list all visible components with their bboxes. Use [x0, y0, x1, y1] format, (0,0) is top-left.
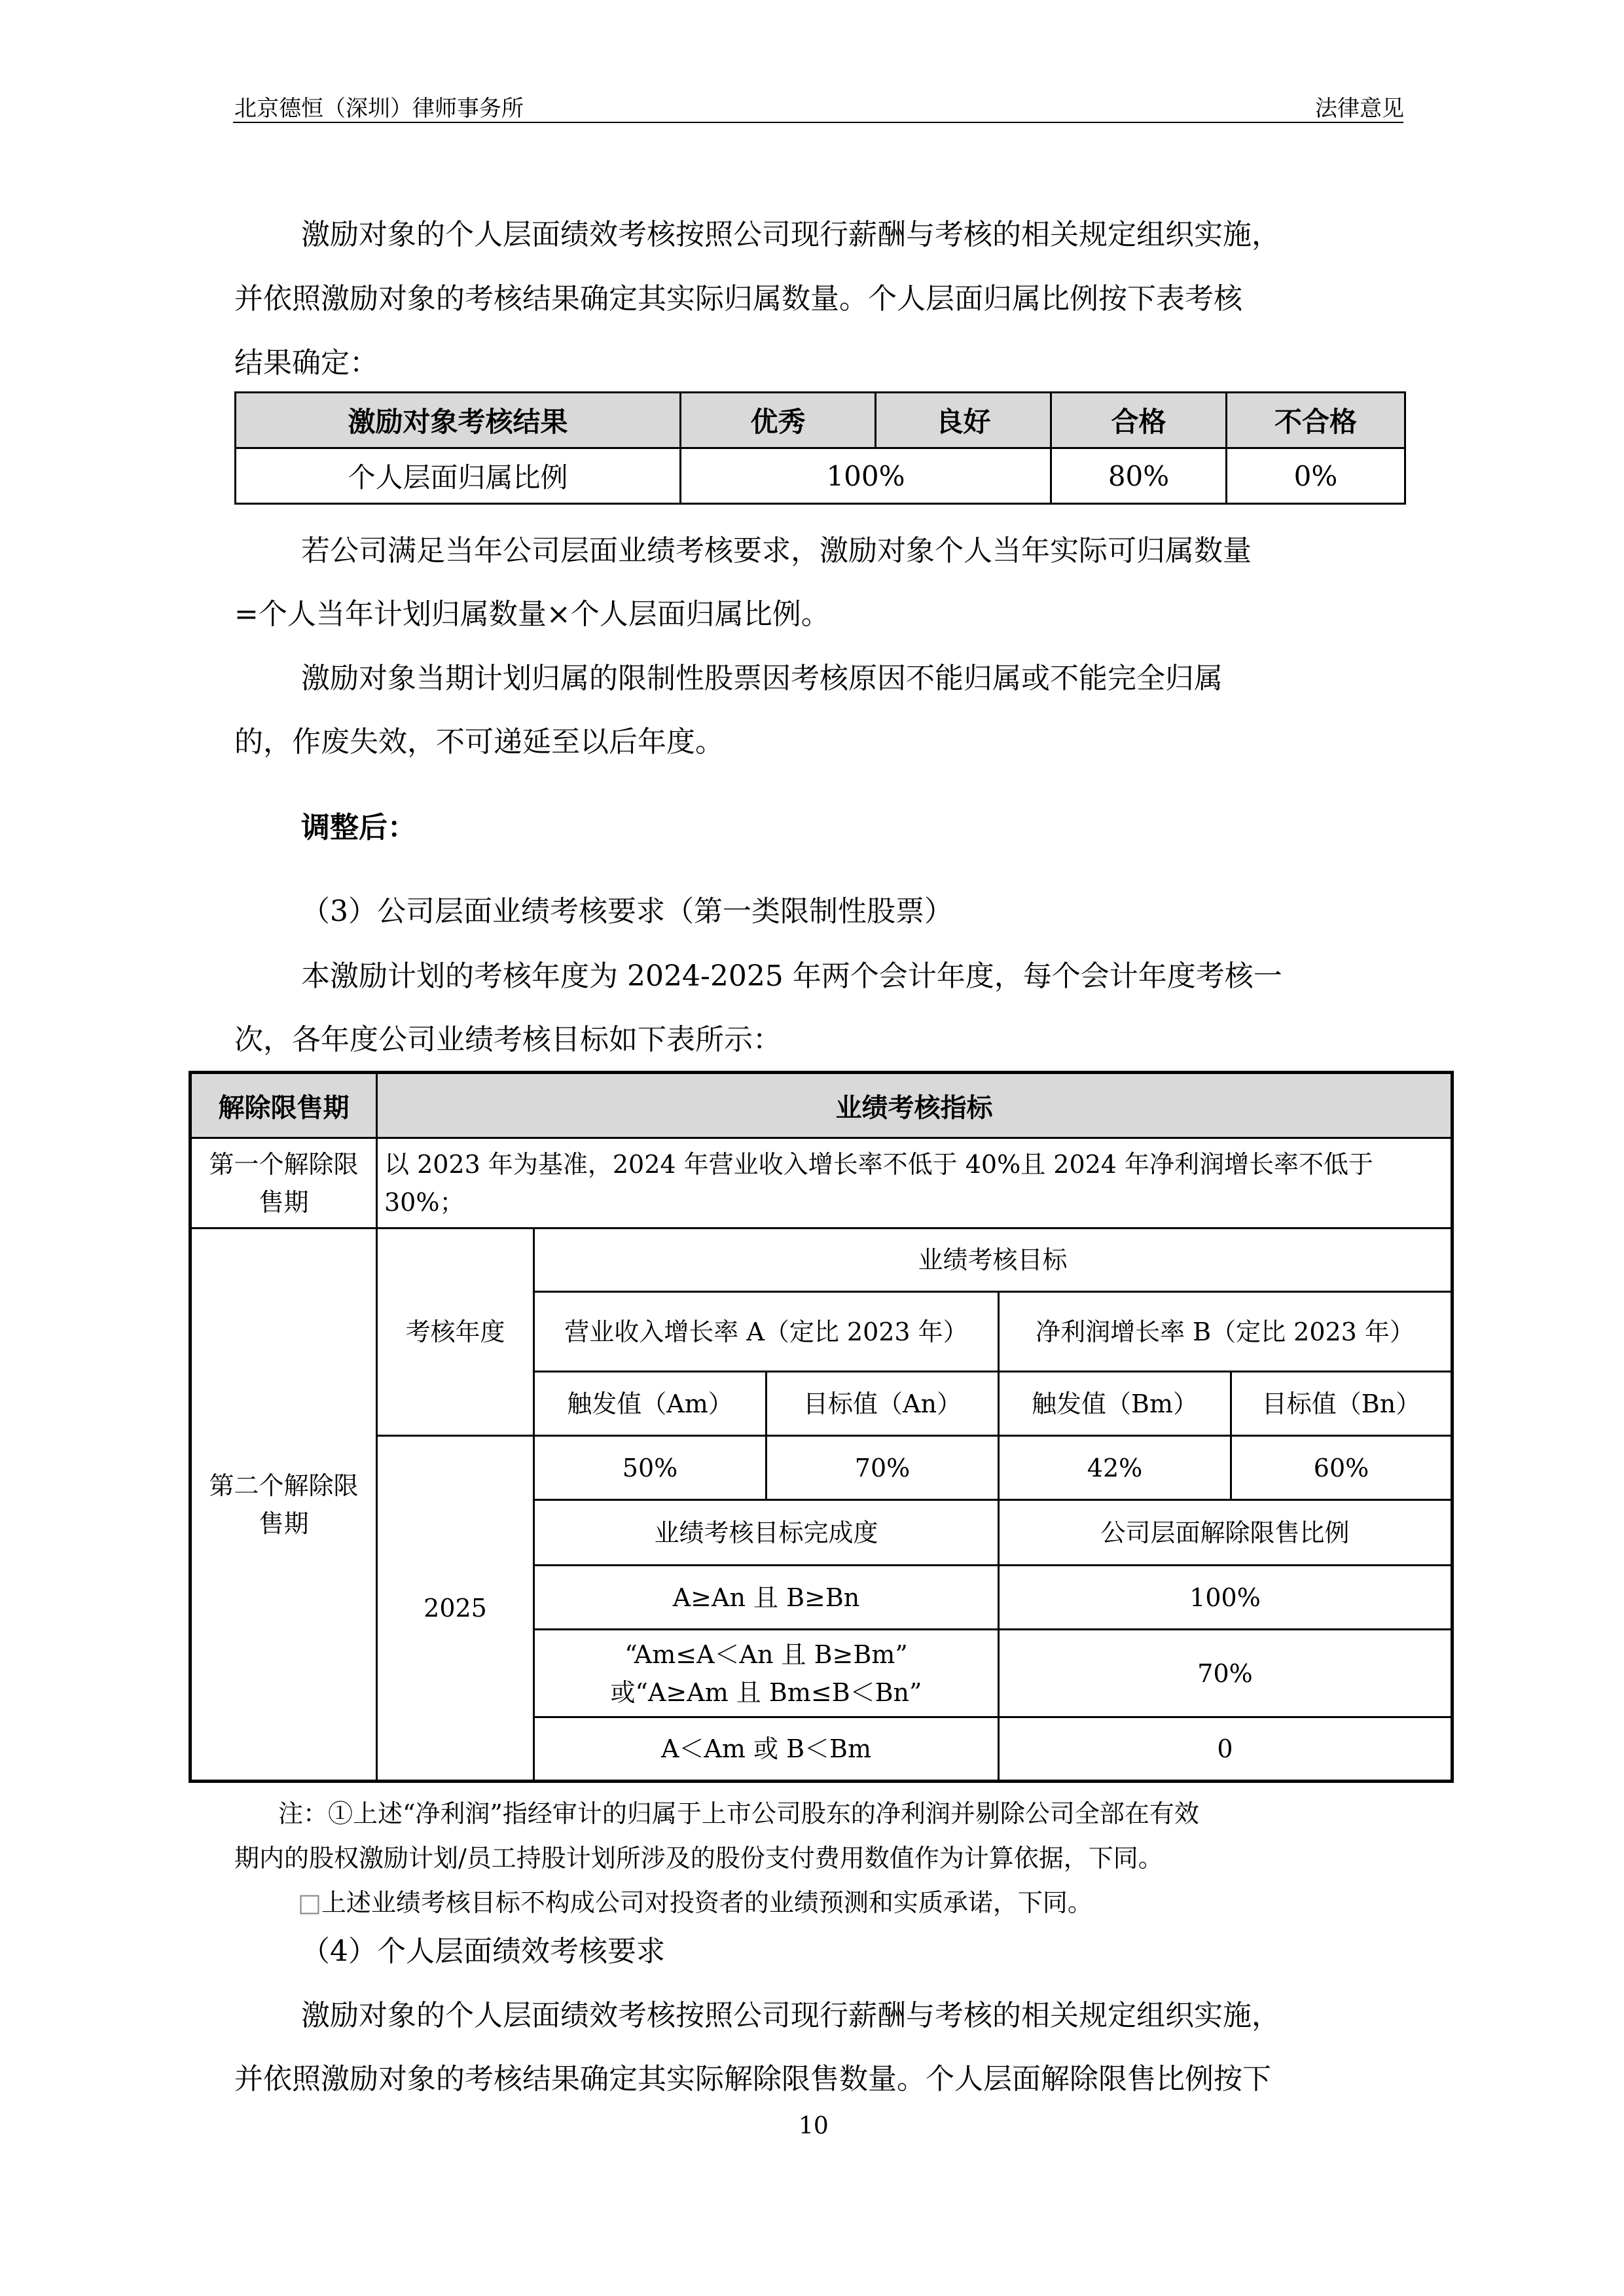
table1-value-fail: 0% [1227, 448, 1405, 504]
table2-ratio-3: 0 [999, 1717, 1453, 1782]
vesting-ratio-table [234, 391, 1406, 505]
paragraph-3-line-1: 激励对象当期计划归属的限制性股票因考核原因不能归属或不能完全归属 [301, 662, 1223, 695]
table2-targets-label: 业绩考核目标 [534, 1229, 1453, 1292]
table1-header-good: 良好 [876, 393, 1051, 448]
table2-completion-label: 业绩考核目标完成度 [534, 1500, 999, 1566]
performance-target-table [189, 1071, 1454, 1783]
table2-year-label: 考核年度 [377, 1229, 534, 1436]
table1-value-pass: 80% [1051, 448, 1227, 504]
table1-header-result: 激励对象考核结果 [236, 393, 681, 448]
header-rule [233, 122, 1403, 123]
table2-header-period: 解除限售期 [190, 1073, 377, 1138]
table2-ratio-2: 70% [999, 1630, 1453, 1717]
note-1-line-1: 注：①上述“净利润”指经审计的归属于上市公司股东的净利润并剔除公司全部在有效 [278, 1799, 1199, 1828]
note-1-line-2: 期内的股权激励计划/员工持股计划所涉及的股份支付费用数值作为计算依据，下同。 [234, 1844, 1163, 1873]
table2-revenue-label: 营业收入增长率 A（定比 2023 年） [534, 1292, 999, 1372]
section-4-heading: （4）个人层面绩效考核要求 [301, 1935, 665, 1968]
table2-period-1-text: 以 2023 年为基准，2024 年营业收入增长率不低于 40%且 2024 年净利润增长率不低于 30%； [377, 1138, 1453, 1229]
table2-condition-2b: 或“A≥Am 且 Bm≤B＜Bn” [610, 1677, 922, 1707]
table2-bm-label: 触发值（Bm） [999, 1372, 1231, 1436]
table1-header-fail: 不合格 [1227, 393, 1405, 448]
header-doc-type: 法律意见 [1315, 96, 1404, 122]
adjusted-heading: 调整后： [301, 811, 416, 844]
paragraph-4-line-2: 次，各年度公司业绩考核目标如下表所示： [234, 1023, 782, 1056]
table1-value-excellent-good: 100% [681, 448, 1051, 504]
table2-period-2: 第二个解除限售期 [190, 1229, 377, 1782]
table2-bn-value: 60% [1231, 1436, 1453, 1500]
table2-am-value: 50% [534, 1436, 767, 1500]
paragraph-2-line-1: 若公司满足当年公司层面业绩考核要求，激励对象个人当年实际可归属数量 [301, 534, 1252, 567]
table1-header-excellent: 优秀 [681, 393, 876, 448]
table2-ratio-1: 100% [999, 1566, 1453, 1630]
table1-header-pass: 合格 [1051, 393, 1227, 448]
table2-condition-3: A＜Am 或 B＜Bm [534, 1717, 999, 1782]
table2-header-indicator: 业绩考核指标 [377, 1073, 1453, 1138]
paragraph-3-line-2: 的，作废失效，不可递延至以后年度。 [234, 725, 724, 759]
table2-am-label: 触发值（Am） [534, 1372, 767, 1436]
paragraph-1-line-3: 结果确定： [234, 346, 378, 380]
table2-an-label: 目标值（An） [767, 1372, 999, 1436]
paragraph-5-line-2: 并依照激励对象的考核结果确定其实际解除限售数量。个人层面解除限售比例按下 [234, 2062, 1271, 2096]
table2-bn-label: 目标值（Bn） [1231, 1372, 1453, 1436]
table2-condition-2a: “Am≤A＜An 且 B≥Bm” [624, 1640, 908, 1669]
page-number: 10 [799, 2113, 829, 2140]
paragraph-1-line-2: 并依照激励对象的考核结果确定其实际归属数量。个人层面归属比例按下表考核 [234, 282, 1242, 315]
table2-an-value: 70% [767, 1436, 999, 1500]
note-2-text: 上述业绩考核目标不构成公司对投资者的业绩预测和实质承诺，下同。 [321, 1888, 1092, 1917]
paragraph-2-line-2: =个人当年计划归属数量×个人层面归属比例。 [234, 598, 830, 631]
table1-row-label: 个人层面归属比例 [236, 448, 681, 504]
table2-bm-value: 42% [999, 1436, 1231, 1500]
table2-period-1: 第一个解除限售期 [190, 1138, 377, 1229]
note-2 [298, 1882, 1092, 1918]
table2-ratio-label: 公司层面解除限售比例 [999, 1500, 1453, 1566]
table2-condition-1: A≥An 且 B≥Bn [534, 1566, 999, 1630]
note-2-mark: □ [298, 1888, 321, 1917]
section-3-heading: （3）公司层面业绩考核要求（第一类限制性股票） [301, 895, 953, 928]
paragraph-1-line-1: 激励对象的个人层面绩效考核按照公司现行薪酬与考核的相关规定组织实施， [301, 218, 1280, 251]
table2-condition-2 [534, 1630, 999, 1717]
header-firm-name: 北京德恒（深圳）律师事务所 [234, 96, 524, 122]
paragraph-5-line-1: 激励对象的个人层面绩效考核按照公司现行薪酬与考核的相关规定组织实施， [301, 1999, 1280, 2032]
table2-year-value: 2025 [377, 1436, 534, 1782]
paragraph-4-line-1: 本激励计划的考核年度为 2024-2025 年两个会计年度，每个会计年度考核一 [301, 960, 1282, 993]
table2-profit-label: 净利润增长率 B（定比 2023 年） [999, 1292, 1453, 1372]
